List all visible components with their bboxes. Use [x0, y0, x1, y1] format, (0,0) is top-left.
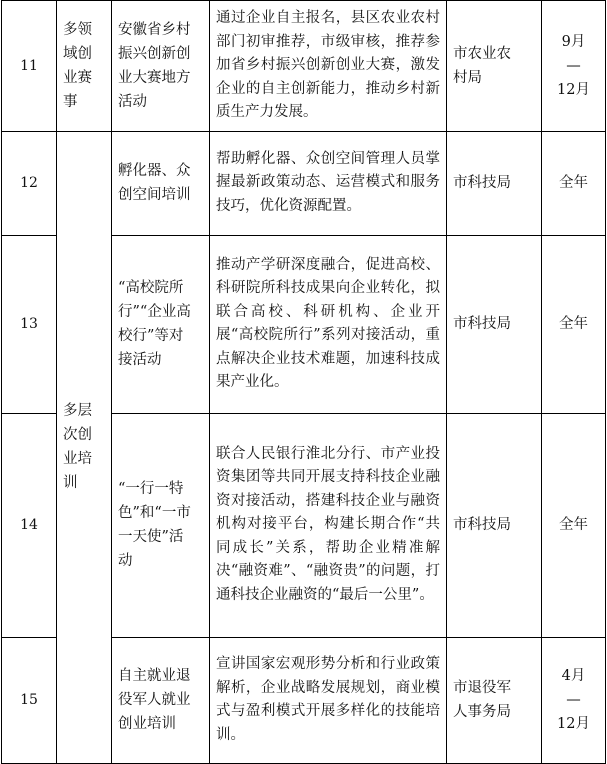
project-text: 安徽省乡村 振兴创新创 业大赛地方 活动 [118, 21, 191, 110]
project-cell [112, 413, 210, 637]
department-text: 市科技局 [453, 517, 511, 533]
table-row [2, 1, 606, 132]
activity-table [1, 0, 606, 764]
time-cell [542, 637, 606, 763]
department-text: 市退役军 人事务局 [453, 680, 511, 720]
project-text: 孵化器、众 创空间培训 [118, 163, 191, 203]
project-cell [112, 235, 210, 413]
department-cell [447, 235, 542, 413]
row-number: 12 [2, 131, 57, 235]
row-number: 13 [2, 235, 57, 413]
description-cell: 帮助孵化器、众创空间管理人员掌握最新政策动态、运营模式和服务技巧，优化资源配置。 [210, 131, 447, 235]
description-cell: 宣讲国家宏观形势分析和行业政策解析，企业战略发展规划，商业模式与盈利模式开展多样化的技能培训。 [210, 637, 447, 763]
department-cell [447, 413, 542, 637]
description-cell: 推动产学研深度融合，促进高校、科研院所科技成果向企业转化，拟联合高校、科研机构、企业开展“高校院所行”系列对接活动，重点解决企业技术难题，加速科技成果产业化。 [210, 235, 447, 413]
project-cell [112, 1, 210, 132]
time-text: 9月 — 12月 [557, 33, 590, 98]
time-cell [542, 1, 606, 132]
project-text: “一行一特 色”和“一市 一天使”活 动 [118, 481, 191, 569]
project-text: “高校院所 行”“企业高 校行”等对 接活动 [118, 280, 191, 368]
department-text: 市科技局 [453, 175, 511, 191]
time-cell [542, 131, 606, 235]
department-text: 市农业农 村局 [453, 45, 511, 86]
row-number: 11 [2, 1, 57, 132]
project-text: 自主就业退 役军人就业 创业培训 [118, 668, 191, 732]
category-text: 多领 域创 业赛 事 [63, 21, 92, 110]
department-cell [447, 1, 542, 132]
time-text: 全年 [559, 517, 588, 533]
department-text: 市科技局 [453, 316, 511, 332]
category-cell [57, 131, 112, 763]
category-cell [57, 1, 112, 132]
time-text: 4月 — 12月 [557, 668, 590, 732]
time-cell [542, 413, 606, 637]
department-cell [447, 637, 542, 763]
row-number: 15 [2, 637, 57, 763]
description-cell: 通过企业自主报名，县区农业农村部门初审推荐，市级审核，推荐参加省乡村振兴创新创业大赛，激发企业的自主创新能力，推动乡村新质生产力发展。 [210, 1, 447, 132]
row-number: 14 [2, 413, 57, 637]
time-cell [542, 235, 606, 413]
time-text: 全年 [559, 316, 588, 332]
department-cell [447, 131, 542, 235]
time-text: 全年 [559, 175, 588, 191]
table-row [2, 131, 606, 235]
description-cell: 联合人民银行淮北分行、市产业投资集团等共同开展支持科技企业融资对接活动，搭建科技企业与融资机构对接平台，构建长期合作“共同成长”关系，帮助企业精准解决“融资难”、“融资贵”的问题，打通科技企业融资的“最后一公里”。 [210, 413, 447, 637]
project-cell [112, 637, 210, 763]
project-cell [112, 131, 210, 235]
category-text: 多层 次创 业培 训 [63, 403, 92, 491]
